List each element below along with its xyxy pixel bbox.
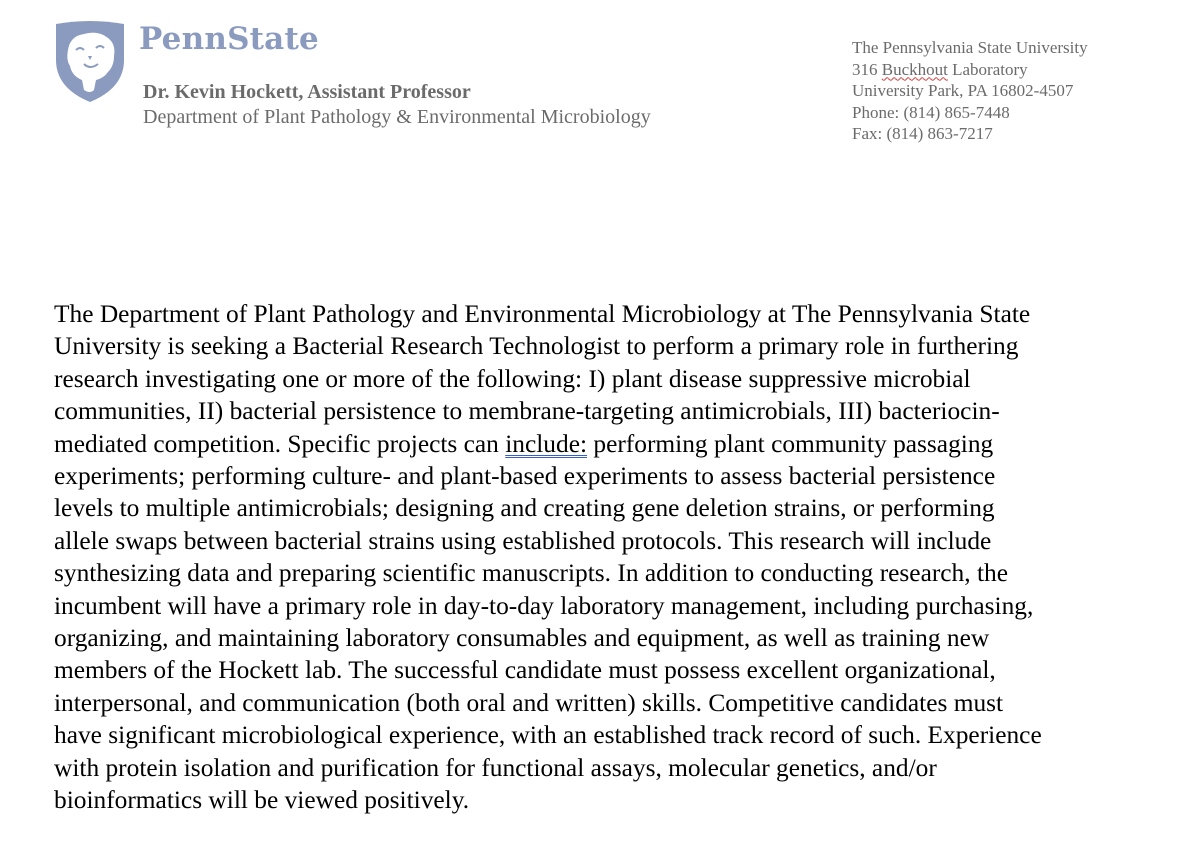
body-line: experiments; performing culture- and plant-based experiments to assess bacterial persistence: [54, 462, 996, 491]
address-institution: The Pennsylvania State University: [852, 38, 1088, 57]
body-line: communities, II) bacterial persistence to membrane-targeting antimicrobials, III) bacteriocin-: [54, 397, 1000, 426]
body-line: organizing, and maintaining laboratory consumables and equipment, as well as training new: [54, 624, 990, 653]
body-line: allele swaps between bacterial strains using established protocols. This research will include: [54, 526, 992, 555]
department-name: Department of Plant Pathology & Environmental Microbiology: [143, 106, 651, 128]
grammar-suggestion-mark[interactable]: include:: [505, 429, 588, 458]
body-line: interpersonal, and communication (both oral and written) skills. Competitive candidates must: [54, 688, 1004, 717]
address-fax: Fax: (814) 863-7217: [852, 124, 993, 144]
address-phone: Phone: (814) 865-7448: [852, 102, 1010, 122]
body-line: The Department of Plant Pathology and Environmental Microbiology at The Pennsylvania State: [54, 300, 1031, 328]
address-street-rest: Laboratory: [947, 59, 1028, 79]
body-line: incumbent will have a primary role in day-to-day laboratory management, including purchasing,: [54, 591, 1034, 620]
address-city: University Park, PA 16802-4507: [852, 81, 1074, 101]
body-line: members of the Hockett lab. The successful candidate must possess excellent organizational,: [54, 656, 996, 685]
body-line: have significant microbiological experience, with an established track record of such. Experience: [54, 721, 1042, 750]
body-line: synthesizing data and preparing scientific manuscripts. In addition to conducting research, the: [54, 559, 1008, 588]
professor-name-title: Dr. Kevin Hockett, Assistant Professor: [143, 81, 471, 103]
address-street-number: 316: [852, 59, 882, 79]
penn-state-wordmark: PennState: [139, 21, 319, 57]
body-line-segment: performing plant community passaging: [587, 429, 994, 458]
body-line: University is seeking a Bacterial Research Technologist to perform a primary role in furthering: [54, 332, 1019, 361]
address-block: [852, 37, 1088, 145]
body-line: [54, 428, 1164, 460]
body-line: levels to multiple antimicrobials; designing and creating gene deletion strains, or performing: [54, 494, 995, 523]
penn-state-shield-logo-icon: [54, 20, 126, 102]
body-line: research investigating one or more of the following: I) plant disease suppressive microbial: [54, 364, 971, 393]
address-street: [852, 59, 1088, 81]
body-line: with protein isolation and purification for functional assays, molecular genetics, and/or: [54, 753, 937, 782]
job-description-paragraph: [54, 298, 1164, 817]
address-building-spellcheck[interactable]: Buckhout: [881, 59, 948, 79]
body-line: bioinformatics will be viewed positively.: [54, 786, 470, 815]
body-line-segment: mediated competition. Specific projects can: [54, 429, 506, 458]
